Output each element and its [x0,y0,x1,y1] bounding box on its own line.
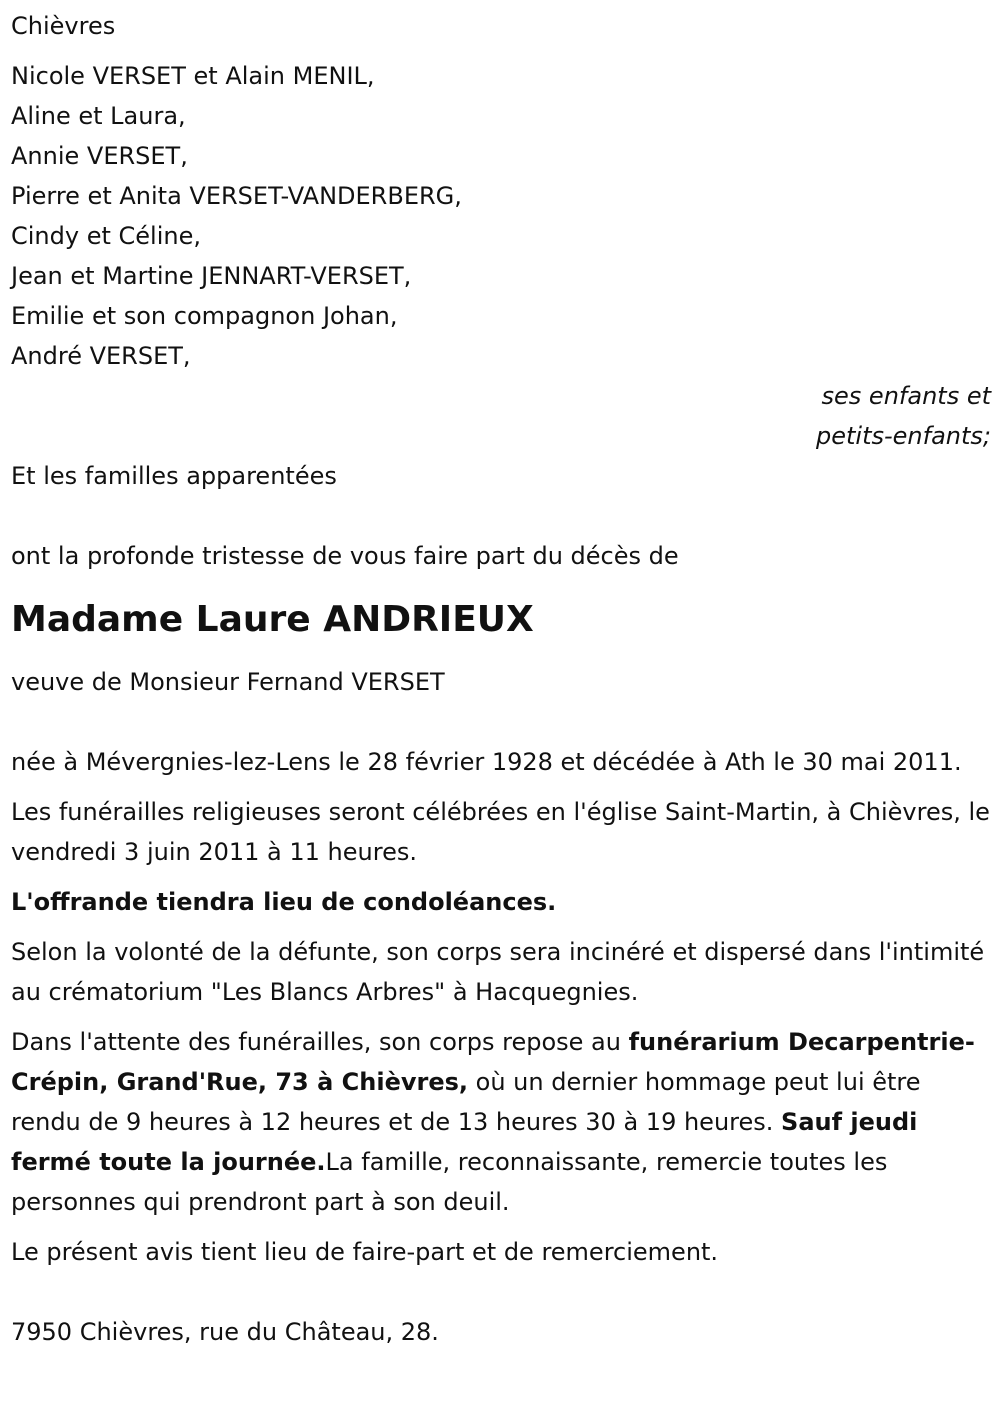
repose-place: funérarium Decarpentrie-Crépin, Grand'Rue, 73 à Chièvres, [11,1028,975,1096]
family-line: Nicole VERSET et Alain MENIL, [11,62,375,90]
family-line: Jean et Martine JENNART-VERSET, [11,262,412,290]
relation-note-line: petits-enfants; [816,422,991,450]
repose-intro: Dans l'attente des funérailles, son corps repose au [11,1028,629,1056]
closing-text: Le présent avis tient lieu de faire-part et de remerciement. [11,1238,719,1266]
offering-text: L'offrande tiendra lieu de condoléances. [11,888,557,916]
funeral-text: Les funérailles religieuses seront célébrées en l'église Saint-Martin, à Chièvres, le vendredi 3 juin 2011 à 11 heures. [11,798,990,866]
obituary-notice [11,6,991,1352]
birth-death-text: née à Mévergnies-lez-Lens le 28 février 1928 et décédée à Ath le 30 mai 2011. [11,748,962,776]
cremation-text: Selon la volonté de la défunte, son corps sera incinéré et dispersé dans l'intimité au crématorium "Les Blancs Arbres" à Hacquegnies. [11,938,985,1006]
widow-of-text: veuve de Monsieur Fernand VERSET [11,668,445,696]
family-line: Cindy et Céline, [11,222,201,250]
family-line: Aline et Laura, [11,102,186,130]
family-line: Emilie et son compagnon Johan, [11,302,398,330]
deceased-name: Madame Laure ANDRIEUX [11,599,534,640]
extended-family: Et les familles apparentées [11,462,337,490]
repose-paragraph [11,1022,991,1222]
family-line: Pierre et Anita VERSET-VANDERBERG, [11,182,462,210]
relation-note [11,376,991,456]
family-line: Annie VERSET, [11,142,188,170]
thanks-text: La famille, reconnaissante, remercie toutes les personnes qui prendront part à son deuil. [11,1148,888,1216]
relation-note-line: ses enfants et [821,382,991,410]
city-heading: Chièvres [11,12,116,40]
family-address: 7950 Chièvres, rue du Château, 28. [11,1318,439,1346]
announcement-text: ont la profonde tristesse de vous faire part du décès de [11,542,679,570]
family-list [11,56,991,376]
repose-closed: Sauf jeudi fermé toute la journée. [11,1108,918,1176]
repose-hours: où un dernier hommage peut lui être rendu de 9 heures à 12 heures et de 13 heures 30 à 19 heures. [11,1068,921,1136]
family-line: André VERSET, [11,342,191,370]
